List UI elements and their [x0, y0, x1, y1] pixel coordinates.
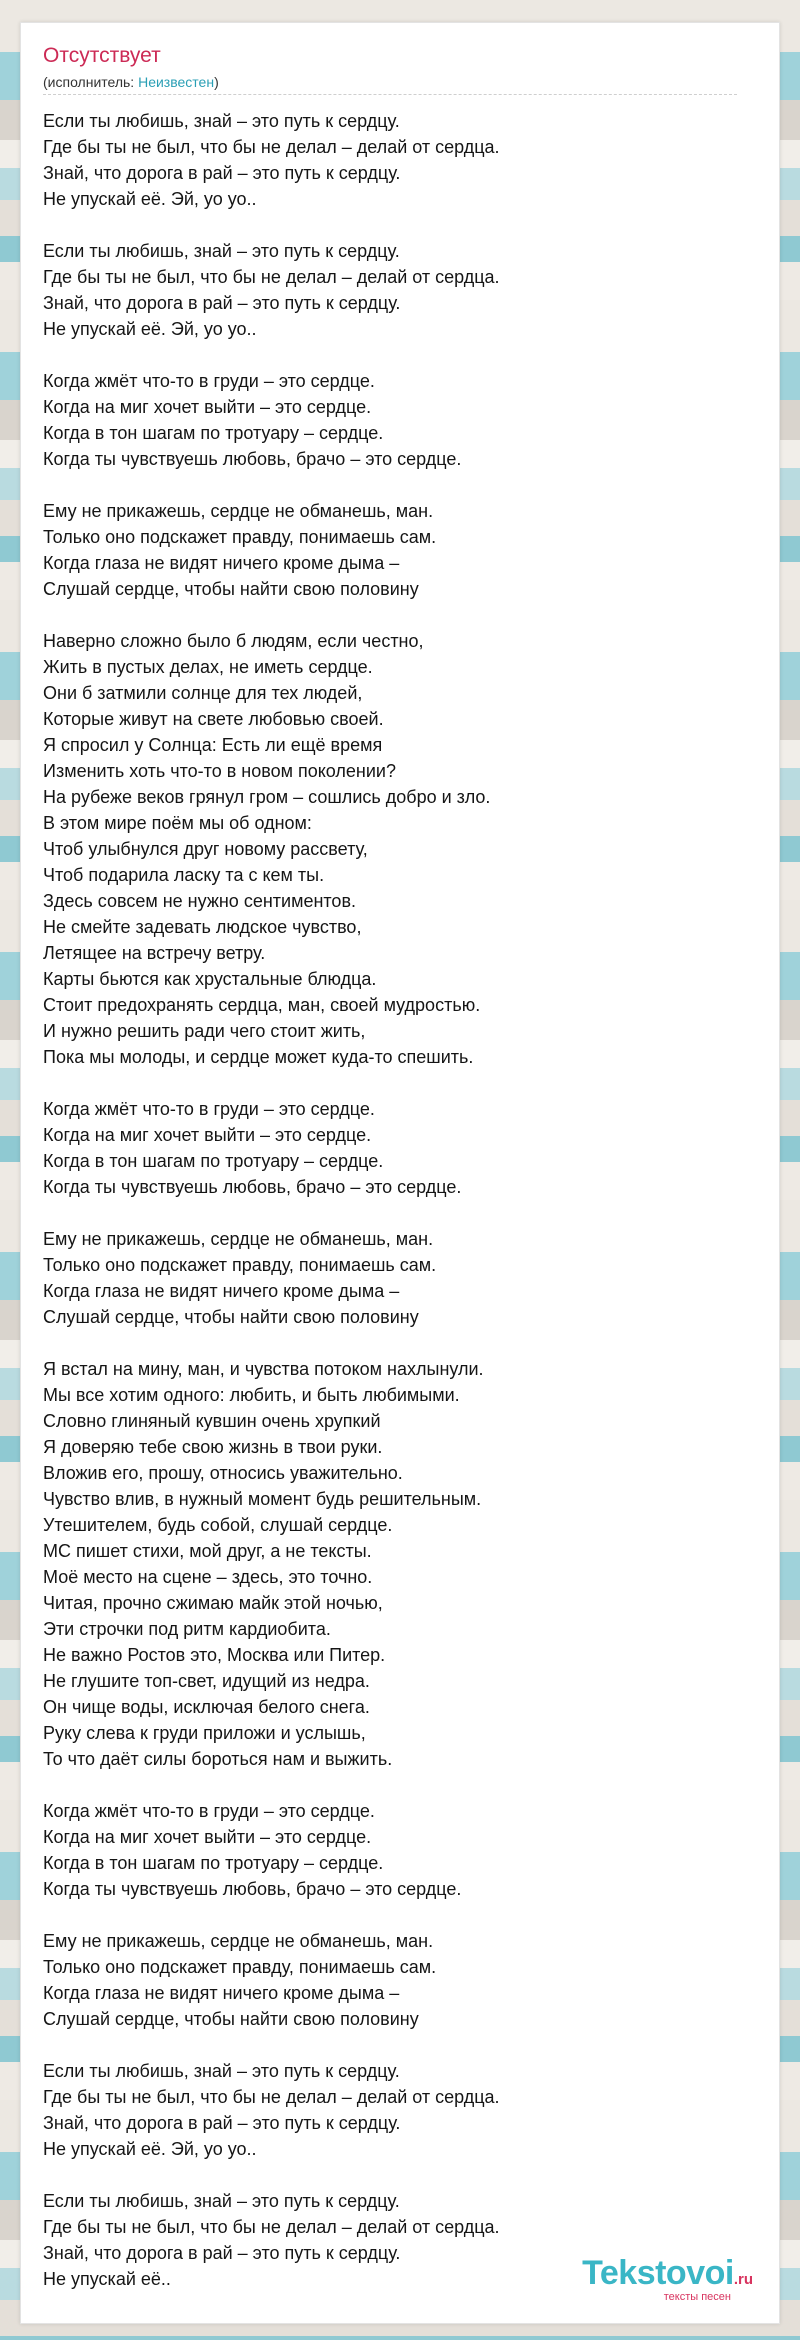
- lyrics-line: Если ты любишь, знай – это путь к сердцу.: [43, 2191, 400, 2211]
- lyrics-line: Не глушите топ-свет, идущий из недра.: [43, 1671, 370, 1691]
- lyrics-line: Где бы ты не был, что бы не делал – делай от сердца.: [43, 267, 500, 287]
- lyrics-line: Когда жмёт что-то в груди – это сердце.: [43, 1801, 375, 1821]
- logo-tagline: тексты песен: [663, 2291, 731, 2303]
- lyrics-text: [43, 108, 743, 2318]
- lyrics-line: Карты бьются как хрустальные блюдца.: [43, 969, 377, 989]
- lyrics-stanza: [43, 1226, 743, 1330]
- lyrics-line: Не смейте задевать людское чувство,: [43, 917, 362, 937]
- lyrics-line: Чувство влив, в нужный момент будь решительным.: [43, 1489, 482, 1509]
- lyrics-stanza: [43, 1096, 743, 1200]
- lyrics-line: На рубеже веков грянул гром – сошлись добро и зло.: [43, 787, 491, 807]
- lyrics-line: Я доверяю тебе свою жизнь в твои руки.: [43, 1437, 383, 1457]
- lyrics-stanza: [43, 368, 743, 472]
- lyrics-line: В этом мире поём мы об одном:: [43, 813, 312, 833]
- lyrics-stanza: [43, 1356, 743, 1772]
- lyrics-line: Не упускай её..: [43, 2269, 171, 2289]
- lyrics-line: Ему не прикажешь, сердце не обманешь, ман.: [43, 1931, 434, 1951]
- lyrics-line: Слушай сердце, чтобы найти свою половину: [43, 2009, 419, 2029]
- lyrics-line: Знай, что дорога в рай – это путь к сердцу.: [43, 2243, 401, 2263]
- lyrics-line: Когда на миг хочет выйти – это сердце.: [43, 1125, 372, 1145]
- lyrics-line: Утешителем, будь собой, слушай сердце.: [43, 1515, 393, 1535]
- lyrics-line: Когда в тон шагам по тротуару – сердце.: [43, 423, 384, 443]
- lyrics-line: Наверно сложно было б людям, если честно,: [43, 631, 424, 651]
- lyrics-card: [20, 22, 780, 2324]
- lyrics-line: МС пишет стихи, мой друг, а не тексты.: [43, 1541, 372, 1561]
- lyrics-line: Не упускай её. Эй, уо уо..: [43, 189, 257, 209]
- song-title: Отсутствует: [43, 44, 161, 67]
- lyrics-stanza: [43, 628, 743, 1070]
- lyrics-line: Только оно подскажет правду, понимаешь сам.: [43, 1255, 437, 1275]
- lyrics-stanza: [43, 238, 743, 342]
- lyrics-line: Где бы ты не был, что бы не делал – делай от сердца.: [43, 137, 500, 157]
- lyrics-line: Когда глаза не видят ничего кроме дыма –: [43, 553, 400, 573]
- byline-suffix: ): [214, 74, 219, 90]
- lyrics-stanza: [43, 108, 743, 212]
- artist-link[interactable]: Неизвестен: [138, 74, 215, 90]
- byline-prefix: (исполнитель:: [43, 74, 139, 90]
- lyrics-line: Когда на миг хочет выйти – это сердце.: [43, 1827, 372, 1847]
- lyrics-line: Здесь совсем не нужно сентиментов.: [43, 891, 357, 911]
- lyrics-line: Когда ты чувствуешь любовь, брачо – это сердце.: [43, 1879, 462, 1899]
- lyrics-line: Я спросил у Солнца: Есть ли ещё время: [43, 735, 383, 755]
- lyrics-line: Слушай сердце, чтобы найти свою половину: [43, 579, 419, 599]
- lyrics-line: Которые живут на свете любовью своей.: [43, 709, 384, 729]
- lyrics-line: Знай, что дорога в рай – это путь к сердцу.: [43, 2113, 401, 2133]
- lyrics-line: Он чище воды, исключая белого снега.: [43, 1697, 370, 1717]
- lyrics-line: Когда ты чувствуешь любовь, брачо – это сердце.: [43, 1177, 462, 1197]
- logo-tld: .ru: [733, 2271, 753, 2288]
- lyrics-line: Когда жмёт что-то в груди – это сердце.: [43, 1099, 375, 1119]
- lyrics-line: Стоит предохранять сердца, ман, своей мудростью.: [43, 995, 481, 1015]
- lyrics-line: Когда на миг хочет выйти – это сердце.: [43, 397, 372, 417]
- lyrics-line: Вложив его, прошу, относись уважительно.: [43, 1463, 403, 1483]
- header-divider: [43, 94, 737, 95]
- lyrics-line: Слушай сердце, чтобы найти свою половину: [43, 1307, 419, 1327]
- lyrics-line: Если ты любишь, знай – это путь к сердцу.: [43, 111, 400, 131]
- lyrics-line: Пока мы молоды, и сердце может куда-то спешить.: [43, 1047, 474, 1067]
- lyrics-line: Когда в тон шагам по тротуару – сердце.: [43, 1853, 384, 1873]
- lyrics-line: Летящее на встречу ветру.: [43, 943, 266, 963]
- lyrics-line: Где бы ты не был, что бы не делал – делай от сердца.: [43, 2217, 500, 2237]
- lyrics-line: Когда глаза не видят ничего кроме дыма –: [43, 1983, 400, 2003]
- lyrics-stanza: [43, 1928, 743, 2032]
- lyrics-line: То что даёт силы бороться нам и выжить.: [43, 1749, 393, 1769]
- lyrics-line: Руку слева к груди приложи и услышь,: [43, 1723, 366, 1743]
- lyrics-line: Ему не прикажешь, сердце не обманешь, ман.: [43, 1229, 434, 1249]
- lyrics-line: И нужно решить ради чего стоит жить,: [43, 1021, 366, 1041]
- lyrics-line: Не упускай её. Эй, уо уо..: [43, 319, 257, 339]
- lyrics-line: Не важно Ростов это, Москва или Питер.: [43, 1645, 386, 1665]
- lyrics-line: Когда в тон шагам по тротуару – сердце.: [43, 1151, 384, 1171]
- lyrics-line: Только оно подскажет правду, понимаешь сам.: [43, 1957, 437, 1977]
- lyrics-line: Только оно подскажет правду, понимаешь сам.: [43, 527, 437, 547]
- lyrics-line: Если ты любишь, знай – это путь к сердцу.: [43, 241, 400, 261]
- lyrics-line: Когда ты чувствуешь любовь, брачо – это сердце.: [43, 449, 462, 469]
- lyrics-line: Словно глиняный кувшин очень хрупкий: [43, 1411, 381, 1431]
- lyrics-stanza: [43, 1798, 743, 1902]
- lyrics-line: Знай, что дорога в рай – это путь к сердцу.: [43, 293, 401, 313]
- lyrics-line: Они б затмили солнце для тех людей,: [43, 683, 363, 703]
- lyrics-line: Если ты любишь, знай – это путь к сердцу.: [43, 2061, 400, 2081]
- lyrics-line: Жить в пустых делах, не иметь сердце.: [43, 657, 373, 677]
- lyrics-line: Ему не прикажешь, сердце не обманешь, ман.: [43, 501, 434, 521]
- lyrics-line: Где бы ты не был, что бы не делал – делай от сердца.: [43, 2087, 500, 2107]
- site-logo[interactable]: [582, 2256, 753, 2303]
- lyrics-line: Моё место на сцене – здесь, это точно.: [43, 1567, 373, 1587]
- lyrics-line: Не упускай её. Эй, уо уо..: [43, 2139, 257, 2159]
- lyrics-line: Знай, что дорога в рай – это путь к сердцу.: [43, 163, 401, 183]
- artist-byline: [43, 73, 219, 91]
- lyrics-line: Изменить хоть что-то в новом поколении?: [43, 761, 396, 781]
- lyrics-line: Я встал на мину, ман, и чувства потоком нахлынули.: [43, 1359, 484, 1379]
- lyrics-line: Чтоб подарила ласку та с кем ты.: [43, 865, 325, 885]
- lyrics-line: Когда жмёт что-то в груди – это сердце.: [43, 371, 375, 391]
- lyrics-stanza: [43, 2058, 743, 2162]
- lyrics-stanza: [43, 498, 743, 602]
- lyrics-line: Мы все хотим одного: любить, и быть любимыми.: [43, 1385, 460, 1405]
- lyrics-line: Когда глаза не видят ничего кроме дыма –: [43, 1281, 400, 1301]
- lyrics-line: Читая, прочно сжимаю майк этой ночью,: [43, 1593, 383, 1613]
- lyrics-line: Чтоб улыбнулся друг новому рассвету,: [43, 839, 368, 859]
- logo-name: Tekstovoi: [582, 2254, 734, 2292]
- lyrics-line: Эти строчки под ритм кардиобита.: [43, 1619, 331, 1639]
